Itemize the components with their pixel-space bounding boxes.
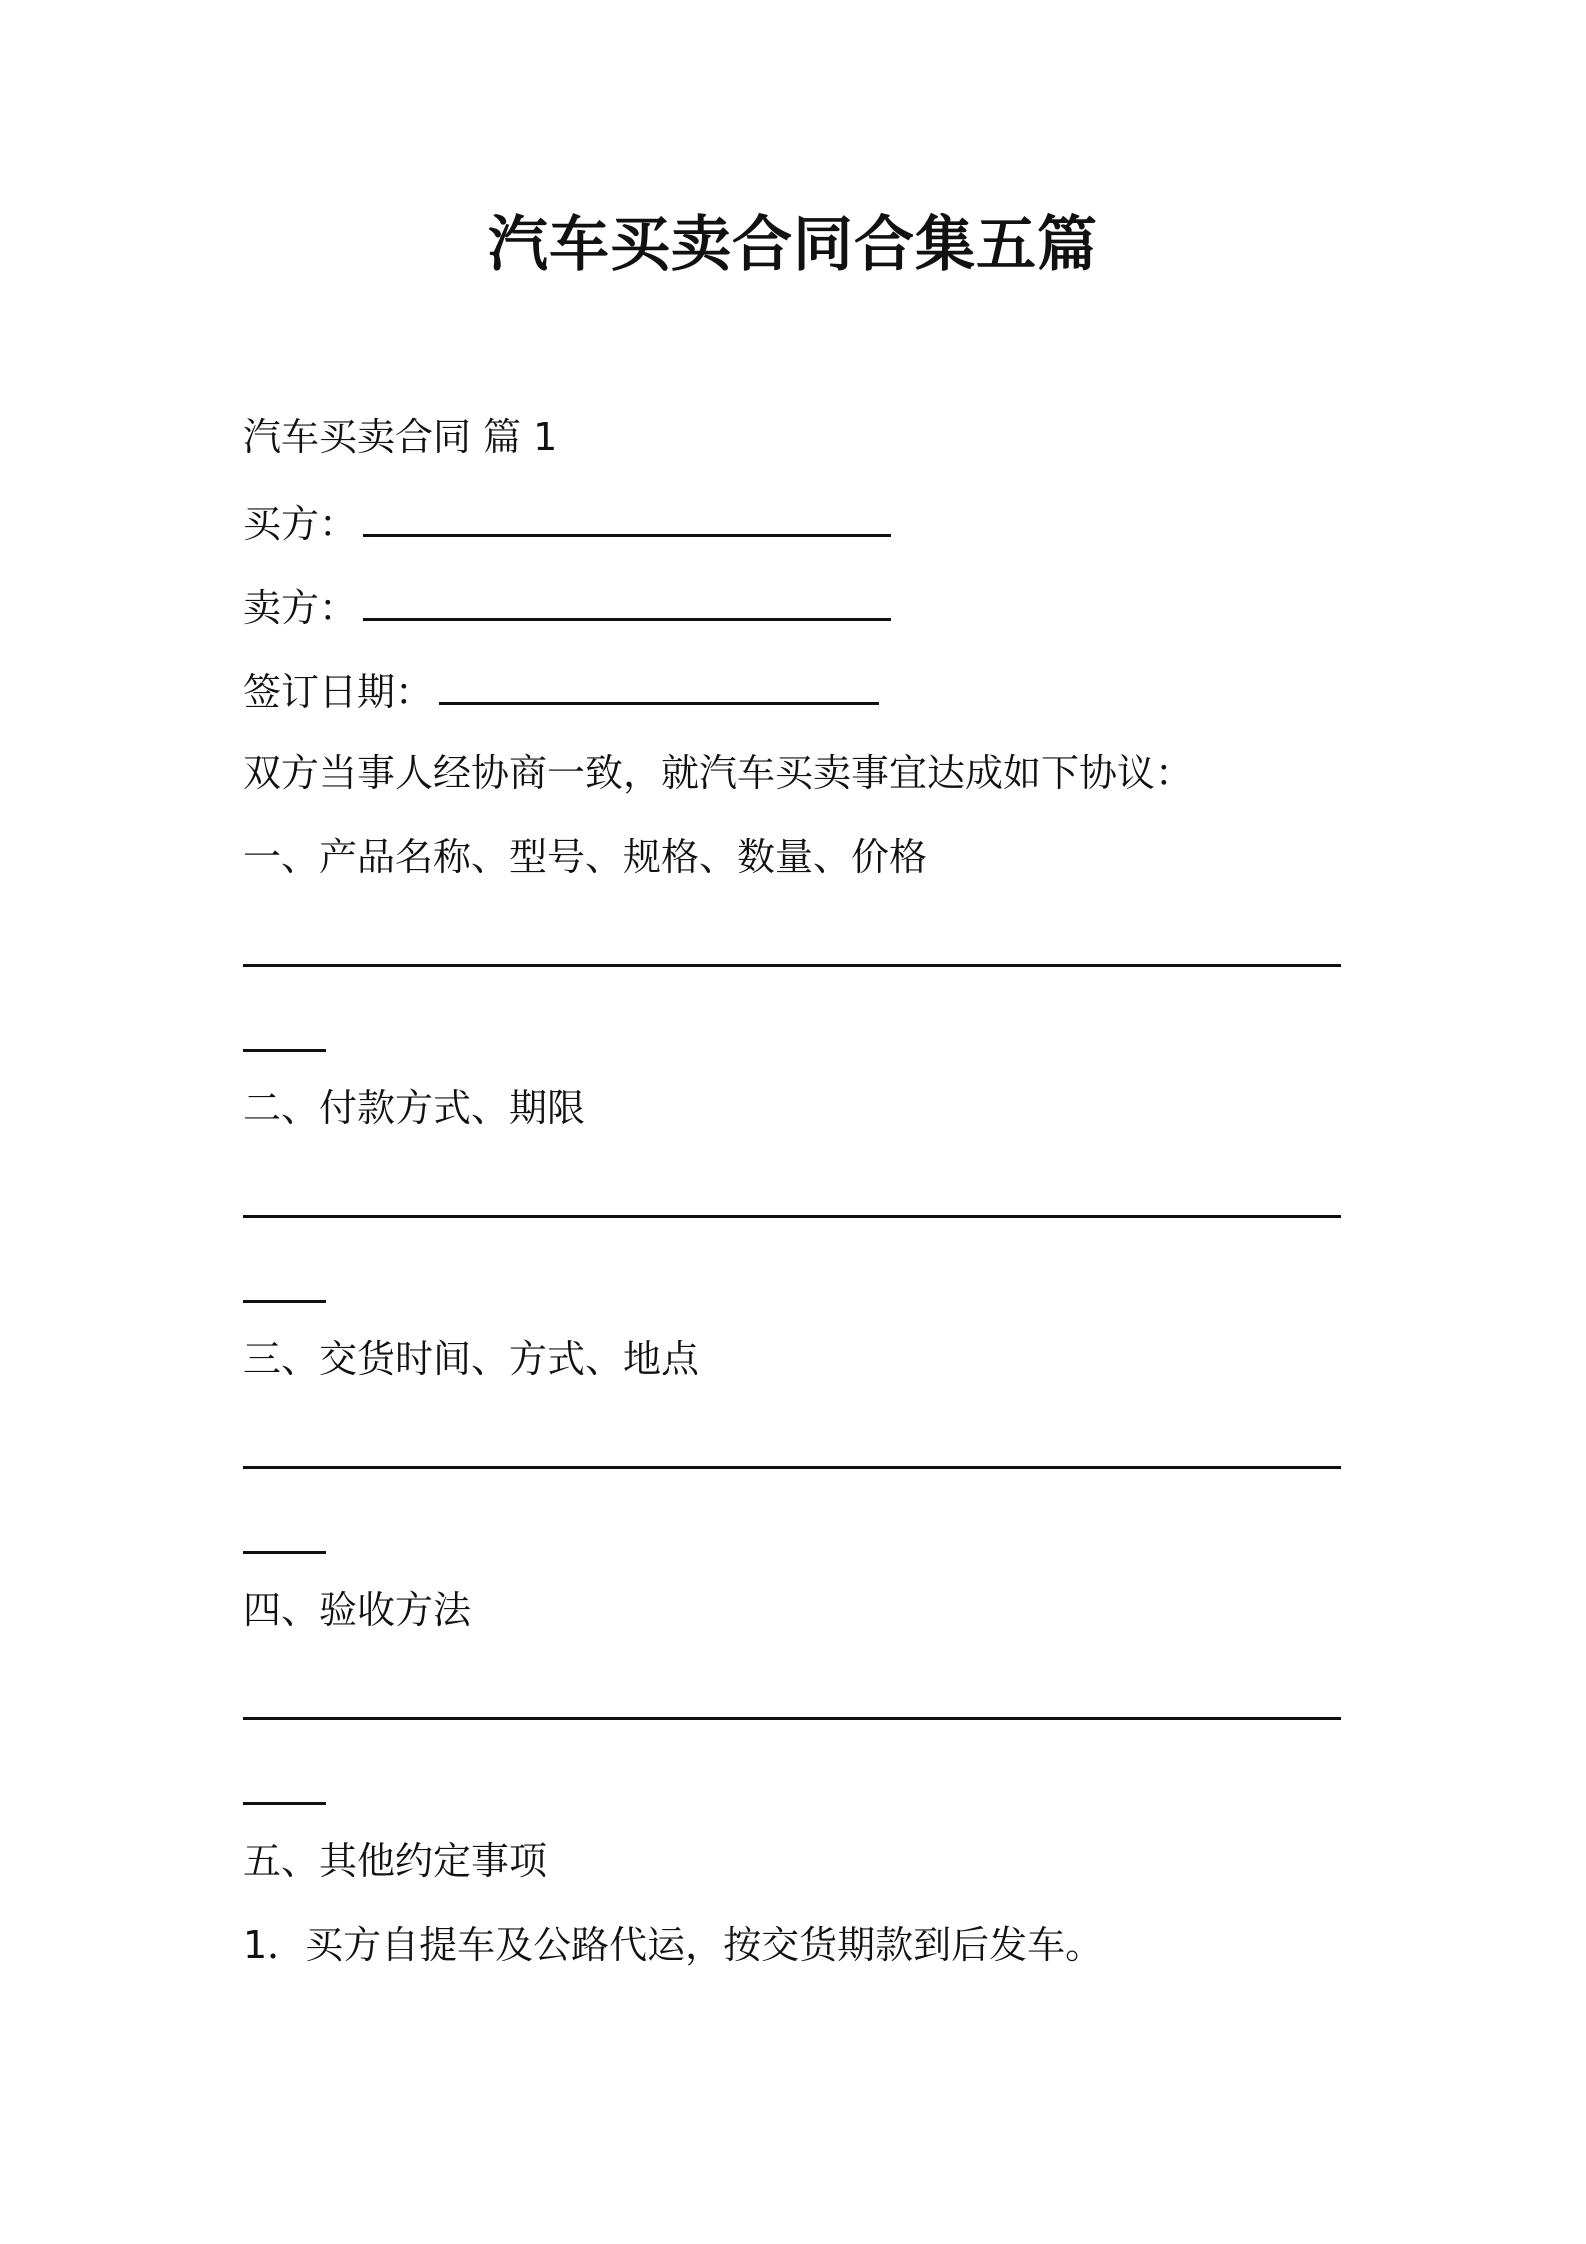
document-title: 汽车买卖合同合集五篇 <box>488 210 1098 280</box>
seller-label: 卖方： <box>243 586 358 630</box>
contract-subtitle: 汽车买卖合同 篇 1 <box>243 415 558 459</box>
section-2-heading: 二、付款方式、期限 <box>243 1086 586 1130</box>
section-4-blank-line <box>243 1717 1341 1720</box>
section-3-blank-line <box>243 1466 1341 1469</box>
section-4-heading: 四、验收方法 <box>243 1588 472 1632</box>
buyer-label: 买方： <box>243 502 358 546</box>
clause-1-text: 1．买方自提车及公路代运，按交货期款到后发车。 <box>243 1923 1104 1967</box>
date-label: 签订日期： <box>243 670 434 714</box>
section-1-heading: 一、产品名称、型号、规格、数量、价格 <box>243 835 928 879</box>
date-blank <box>439 664 879 705</box>
date-line <box>243 664 879 717</box>
buyer-blank <box>363 496 891 537</box>
seller-line <box>243 580 891 633</box>
section-1-blank-line <box>243 964 1341 967</box>
section-2-blank-line <box>243 1215 1341 1218</box>
section-5-heading: 五、其他约定事项 <box>243 1839 548 1883</box>
seller-blank <box>363 580 891 621</box>
section-3-blank-tail <box>243 1551 326 1554</box>
section-1-blank-tail <box>243 1049 326 1052</box>
buyer-line <box>243 496 891 549</box>
intro-text: 双方当事人经协商一致，就汽车买卖事宜达成如下协议： <box>243 751 1194 795</box>
section-4-blank-tail <box>243 1802 326 1805</box>
section-3-heading: 三、交货时间、方式、地点 <box>243 1337 700 1381</box>
section-2-blank-tail <box>243 1300 326 1303</box>
